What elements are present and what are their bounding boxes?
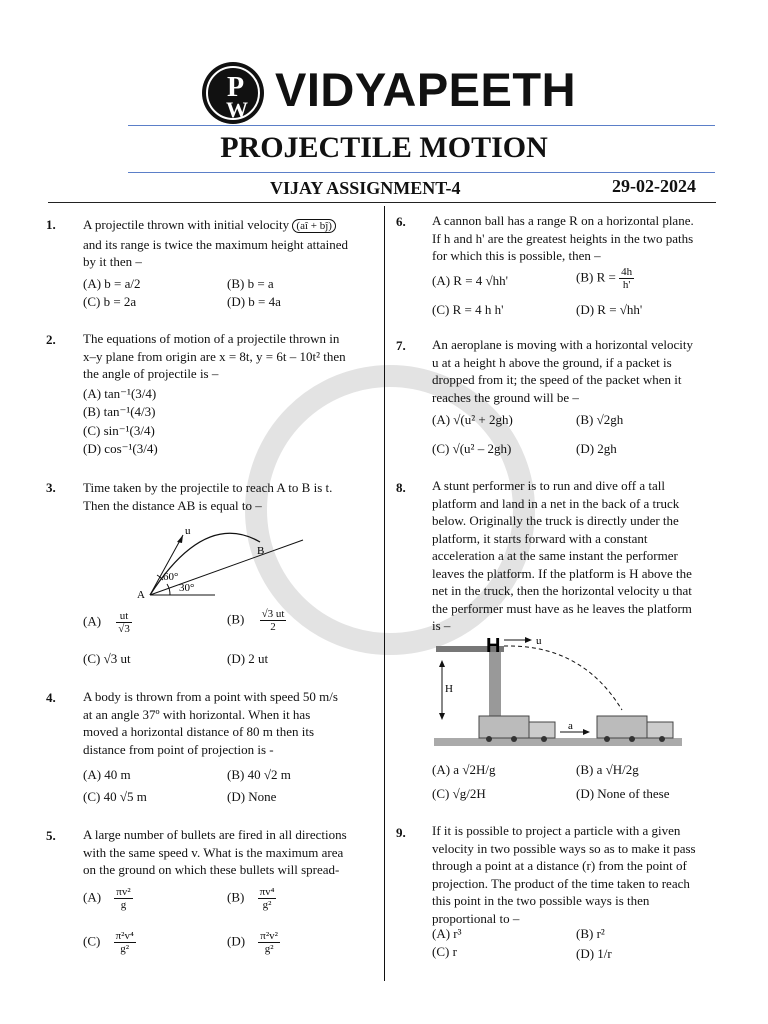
option-c[interactable]: (C) 40 √5 m [83,789,147,804]
svg-text:P: P [227,72,245,103]
option-b[interactable]: (B) $\frac{√3 ut}{2}$ [227,608,285,633]
question-text: An aeroplane is moving with a horizontal velocity u at a height h above the ground, if a packet is dropped from it; the speed of the packet when it reaches the ground will be – [432,337,694,405]
option-b[interactable]: (B) a √H/2g [576,762,639,777]
option-a[interactable]: (A) $\frac{ut}{√3}$ [83,610,130,635]
brand-name: VIDYAPEETH [275,63,577,116]
option-c[interactable]: (C) √g/2H [432,786,486,801]
question-number: 1. [46,217,56,232]
option-b[interactable]: (B) b = a [227,276,274,291]
fig-label-H: H [486,635,501,657]
option-b[interactable]: (B) tan⁻¹(4/3) [83,404,156,419]
pw-logo [200,60,266,126]
option-a[interactable]: (A) tan⁻¹(3/4) [83,386,157,401]
question-number: 3. [46,480,56,495]
question-text: A body is thrown from a point with speed 50 m/s at an angle 37º with horizontal. When it has moved a horizontal distance of 80 m then its distance from point of projection is - [83,689,338,757]
question-text: A large number of bullets are fired in all directions with the same speed v. What is the maximum area on the ground on which these bullets will spread- [83,827,347,877]
question-number: 6. [396,214,406,229]
question-number: 2. [46,332,56,347]
question-number: 8. [396,480,406,495]
option-d[interactable]: (D) 2gh [576,441,617,456]
option-a[interactable]: (A) a √2H/g [432,762,496,777]
option-c[interactable]: (C) b = 2a [83,294,137,309]
question-number: 4. [46,690,56,705]
divider [128,172,715,173]
option-c[interactable]: (C) r [432,944,457,959]
question-text: The equations of motion of a projectile thrown in x–y plane from origin are x = 8t, y = 6t – 10t² then the angle of projectile is – [83,331,346,381]
option-a[interactable]: (A) r³ [432,926,462,941]
question-text: A stunt performer is to run and dive off a tall platform and land in a net in the back of a truck below. Originally the truck is directly under the platform, it starts forward with a constant acceleration a at the same instant the performer leaves the platform. If the platform is H above the net in the truck, then the horizontal velocity u that the performer must have as he leaves the platform is – [432,478,692,633]
column-divider [384,206,385,981]
option-a[interactable]: (A) $\frac{\text{πv²}}{g}$ [83,886,131,911]
assignment-title: VIJAY ASSIGNMENT-4 [270,178,461,198]
option-d[interactable]: (D) cos⁻¹(3/4) [83,441,158,456]
fig-label-a: A [137,589,145,601]
page-title: PROJECTILE MOTION [220,131,548,164]
option-d[interactable]: (D) 2 ut [227,651,269,666]
option-d[interactable]: (D) 1/r [576,946,612,961]
fig-label-height: H [445,683,453,695]
option-d[interactable]: (D) R = √hh' [576,302,643,317]
question-number: 9. [396,825,406,840]
option-c[interactable]: (C) R = 4 h h' [432,302,504,317]
question-number: 7. [396,338,406,353]
divider [48,202,716,203]
question-number: 5. [46,828,56,843]
option-b[interactable]: (B) R = $\frac{4h}{h'}$ [576,266,633,291]
option-d[interactable]: (D) None of these [576,786,670,801]
option-d[interactable]: (D) None [227,789,277,804]
option-b[interactable]: (B) $\frac{\text{πv⁴}}{\text{g²}}$ [227,886,275,911]
fig-label-u: u [536,635,542,647]
option-a[interactable]: (A) √(u² + 2gh) [432,412,513,427]
fig-label-a: a [568,720,573,732]
option-c[interactable]: (C) √(u² – 2gh) [432,441,512,456]
fig-label-b: B [257,545,265,557]
fig-angle-30: 30° [179,582,195,594]
option-c[interactable]: (C) $\frac{\text{π²v⁴}}{\text{g²}}$ [83,930,134,955]
assignment-date: 29-02-2024 [612,176,696,196]
projectile-figure [135,520,305,605]
question-text: Time taken by the projectile to reach A to B is t. Then the distance AB is equal to – [83,480,333,513]
option-c[interactable]: (C) √3 ut [83,651,131,666]
option-d[interactable]: (D) $\frac{\text{π²v²}}{\text{g²}}$ [227,930,278,955]
option-b[interactable]: (B) r² [576,926,605,941]
svg-text:W: W [226,97,248,122]
question-text: A cannon ball has a range R on a horizontal plane. If h and h' are the greatest heights in the two paths for which this is possible, then – [432,213,694,263]
fig-label-u: u [185,525,191,537]
option-a[interactable]: (A) 40 m [83,767,131,782]
option-d[interactable]: (D) b = 4a [227,294,281,309]
question-text: A projectile thrown with initial velocity (aî + bĵ) and its range is twice the maximum height attained by it then – [83,217,348,269]
stunt-figure [432,630,687,755]
divider [128,125,715,126]
option-b[interactable]: (B) √2gh [576,412,624,427]
option-c[interactable]: (C) sin⁻¹(3/4) [83,423,155,438]
question-text: If it is possible to project a particle with a given velocity in two possible ways so as to make it pass through a point at a distance (r) from the point of projection. The product of the time taken to reach this point in the two possible ways is then proportional to – [432,823,696,926]
option-b[interactable]: (B) 40 √2 m [227,767,291,782]
fig-angle-60: 60° [163,571,179,583]
option-a[interactable]: (A) R = 4 √hh' [432,273,509,288]
option-a[interactable]: (A) b = a/2 [83,276,141,291]
